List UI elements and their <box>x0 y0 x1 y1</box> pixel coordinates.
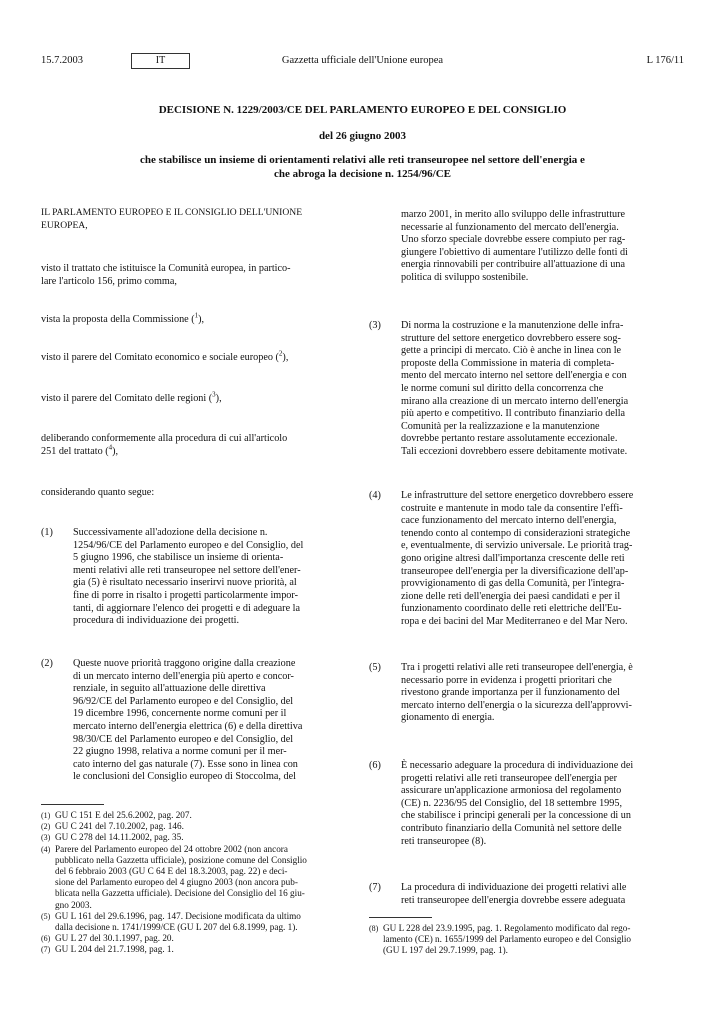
citation-tail: ), <box>198 314 205 325</box>
text-line: reti transeuropee (8). <box>401 835 487 847</box>
text-line: Queste nuove priorità traggono origine dalla creazione <box>73 658 296 669</box>
decision-subject <box>41 153 684 181</box>
text-line: gia (5) è risultato necessario inserirvi nuove priorità, al <box>73 577 297 589</box>
citation-treaty <box>41 263 338 288</box>
citation-line: lare l'articolo 156, primo comma, <box>41 275 177 287</box>
text-line: progetti relativi alle reti transeuropee dell'energia per <box>401 772 618 784</box>
text-line: menti relativi alle reti transeuropee nel settore dell'ener- <box>73 564 301 576</box>
footnote-line: gno 2003. <box>55 899 92 910</box>
text-line: contributo finanziario della Comunità nel settore delle <box>401 822 622 834</box>
footnote <box>41 844 338 911</box>
text-line: Successivamente all'adozione della decisione n. <box>73 527 268 538</box>
text-line: gono origine altresì dall'importanza crescente delle reti <box>401 552 625 564</box>
footnote-line: pubblicato nella Gazzetta ufficiale), posizione comune del Consiglio <box>55 854 307 865</box>
text-line: 1254/96/CE del Parlamento europeo e del Consiglio, del <box>73 539 304 551</box>
footnote <box>41 821 338 832</box>
text-line: marzo 2001, in merito allo sviluppo delle infrastrutture <box>401 209 626 220</box>
footnote-ref: 1 <box>194 311 199 320</box>
text-line: dovrebbe pertanto restare assolutamente eccezionale. <box>401 433 618 445</box>
citation-text: visto il parere del Comitato delle regioni ( <box>41 393 213 404</box>
text-line: fine di porre in risalto i progetti particolarmente impor- <box>73 589 298 601</box>
recital-text <box>401 320 666 459</box>
text-line: costruite e mantenute in modo tale da consentire l'effi- <box>401 502 623 514</box>
text-line: gette a principi di mercato. Ciò è anche in linea con le <box>401 345 622 357</box>
footnote-line: sione del Parlamento europeo del 4 giugno 2003 (non ancora pub- <box>55 877 298 888</box>
text-line: cato interno del gas naturale (7). Esse sono in linea con <box>73 758 298 770</box>
text-line: tenendo conto al contempo di considerazioni strategiche <box>401 527 631 539</box>
footnote-line: (GU L 197 del 29.7.1999, pag. 1). <box>383 945 508 956</box>
footnote-marker: (6) <box>41 934 51 944</box>
text-line: che stabilisce i principi generali per la concessione di un <box>401 810 631 822</box>
recital-text <box>401 662 666 725</box>
text-line: necessario porre in evidenza i progetti prioritari che <box>401 674 612 686</box>
text-line: renziale, in seguito all'attuazione delle direttiva <box>73 683 266 695</box>
text-line: cace funzionamento del mercato interno dell'energia, <box>401 515 617 527</box>
footnote-line: lamento (CE) n. 1655/1999 del Parlamento europeo e del Consiglio <box>383 934 632 945</box>
text-line: Uno sforzo speciale dovrebbe essere compiuto per rag- <box>401 234 626 246</box>
footnote-line: Parere del Parlamento europeo del 24 ottobre 2002 (non ancora <box>55 843 288 854</box>
preamble-intro-line: IL PARLAMENTO EUROPEO E IL CONSIGLIO DELL'UNIONE <box>41 207 303 218</box>
footnote-line: GU L 204 del 21.7.1998, pag. 1. <box>55 944 174 955</box>
text-line: necessarie al funzionamento del mercato dell'energia. <box>401 221 619 233</box>
text-line: gionamento di energia. <box>401 712 495 724</box>
footnotes-right <box>369 923 666 957</box>
decision-title: DECISIONE N. 1229/2003/CE DEL PARLAMENTO EUROPEO E DEL CONSIGLIO <box>158 104 567 116</box>
footnote-line: GU L 27 del 30.1.1997, pag. 20. <box>55 933 174 944</box>
text-line: 98/30/CE del Parlamento europeo e del Consiglio, del <box>73 733 294 745</box>
text-line: provvigionamento di gas della Comunità, per l'integra- <box>401 578 625 590</box>
text-line: funzionamento coordinato delle reti elettriche dell'Eu- <box>401 603 622 615</box>
text-line: 96/92/CE del Parlamento europeo e del Consiglio, del <box>73 695 294 707</box>
footnote-ref: 2 <box>278 349 283 358</box>
text-line: transeuropee dell'energia per la diversificazione dell'ap- <box>401 565 629 577</box>
text-line: ropa e dei bacini del Mar Mediterraneo e del Mar Nero. <box>401 615 628 627</box>
footnote-marker: (4) <box>41 844 51 854</box>
recital-number: (2) <box>41 658 53 669</box>
footnote-line: GU C 241 del 7.10.2002, pag. 146. <box>55 821 184 832</box>
footnote-separator <box>41 804 104 805</box>
recital-2-continued <box>401 209 666 285</box>
recital-text <box>73 658 338 784</box>
footnote <box>41 944 338 955</box>
language-code-box: IT <box>131 53 190 69</box>
footnote-line: GU C 151 E del 25.6.2002, pag. 207. <box>55 810 192 820</box>
citation-ces <box>41 349 289 365</box>
text-line: Le infrastrutture del settore energetico dovrebbero essere <box>401 490 634 501</box>
text-line: È necessario adeguare la procedura di individuazione dei <box>401 760 634 771</box>
citation-line: deliberando conformemente alla procedura di cui all'articolo <box>41 433 288 444</box>
footnote-ref: 3 <box>212 390 216 399</box>
footnote <box>41 832 338 843</box>
decision-subject-line: che stabilisce un insieme di orientamenti relativi alle reti transeuropee nel settore dell'energia e <box>140 154 585 166</box>
footnote-marker: (7) <box>41 945 51 955</box>
text-line: le norme comuni sul diritto della concorrenza che <box>401 382 604 394</box>
footnote-marker: (3) <box>41 833 51 843</box>
footnote-marker: (2) <box>41 822 51 832</box>
text-line: 19 dicembre 1996, concernente norme comuni per il <box>73 708 287 720</box>
footnote <box>41 810 338 821</box>
citation-proposal <box>41 311 205 327</box>
text-line: mercato interno dell'energia o la sicurezza dell'approvvi- <box>401 699 632 711</box>
text-line: di un mercato interno dell'energia più aperto e concor- <box>73 670 294 682</box>
text-line: e, eventualmente, di servizio universale. Le priorità trag- <box>401 540 633 552</box>
recital-text <box>401 760 666 848</box>
decision-subject-line: che abroga la decisione n. 1254/96/CE <box>273 168 452 180</box>
text-line: mercato interno dell'energia elettrica (6) e della direttiva <box>73 720 303 732</box>
citation-text: 251 del trattato ( <box>41 445 109 457</box>
recital-number: (7) <box>369 882 381 893</box>
footnote-line: blicata nella Gazzetta ufficiale). Decisione del Consiglio del 16 giu- <box>55 888 305 899</box>
page-reference: L 176/11 <box>646 55 684 66</box>
recital-text <box>401 882 666 907</box>
footnotes-left <box>41 810 338 956</box>
recital-number: (5) <box>369 662 381 673</box>
text-line: giungere l'obiettivo di aumentare l'utilizzo delle fonti di <box>401 246 628 258</box>
text-line: Comunità per la realizzazione e la manutenzione <box>401 420 600 432</box>
citation-text: vista la proposta della Commissione ( <box>41 314 195 325</box>
footnote-marker: (1) <box>41 811 51 820</box>
footnote <box>41 911 338 933</box>
text-line: mirano alla creazione di un mercato interno dell'energia <box>401 395 629 407</box>
recital-number: (4) <box>369 490 381 501</box>
footnote-line: dalla decisione n. 1741/1999/CE (GU L 207 del 6.8.1999, pag. 1). <box>55 922 298 933</box>
recital-text <box>401 490 666 629</box>
text-line: le conclusioni del Consiglio europeo di Stoccolma, del <box>73 771 296 783</box>
text-line: più aperto e competitivo. Il contributo finanziario della <box>401 408 626 420</box>
footnote-ref: 4 <box>108 443 113 452</box>
text-line: procedura di individuazione dei progetti. <box>73 615 240 627</box>
preamble-intro-line: EUROPEA, <box>41 219 88 231</box>
recital-number: (6) <box>369 760 381 771</box>
citation-cdr <box>41 390 222 406</box>
footnote <box>369 923 666 957</box>
text-line: zione delle reti dell'energia dei paesi candidati e per il <box>401 590 621 602</box>
citation-line: visto il trattato che istituisce la Comunità europea, in partico- <box>41 263 291 274</box>
recital-number: (3) <box>369 320 381 331</box>
text-line: energia rinnovabili per contribuire all'attuazione di una <box>401 259 625 271</box>
decision-date: del 26 giugno 2003 <box>318 130 407 142</box>
footnote-line: GU C 278 del 14.11.2002, pag. 35. <box>55 832 184 843</box>
footnote-line: GU L 161 del 29.6.1996, pag. 147. Decisione modificata da ultimo <box>55 910 301 921</box>
citation-text: visto il parere del Comitato economico e sociale europeo ( <box>41 352 279 363</box>
journal-title: Gazzetta ufficiale dell'Unione europea <box>281 55 444 66</box>
text-line: 5 giugno 1996, che stabilisce un insieme di orienta- <box>73 552 284 564</box>
preamble-intro <box>41 207 302 232</box>
footnote-line: GU L 228 del 23.9.1995, pag. 1. Regolamento modificato dal rego- <box>383 923 631 933</box>
citation-tail: ), <box>282 352 289 363</box>
considering-heading: considerando quanto segue: <box>41 487 155 498</box>
citation-tail: ), <box>215 393 222 404</box>
citation-procedure <box>41 433 338 458</box>
footnote-marker: (5) <box>41 911 51 921</box>
page-header <box>41 55 684 71</box>
text-line: La procedura di individuazione dei progetti relativi alle <box>401 882 627 893</box>
text-line: mento del mercato interno nel settore dell'energia e con <box>401 370 627 382</box>
footnote-marker: (8) <box>369 924 379 933</box>
text-line: strutture del settore energetico dovrebbero essere sog- <box>401 332 621 344</box>
text-line: reti transeuropee dell'energia dovrebbe essere adeguata <box>401 894 626 906</box>
citation-tail: ), <box>112 445 119 457</box>
recital-text <box>73 527 338 628</box>
text-line: 22 giugno 1998, relativa a norme comuni per il mer- <box>73 746 287 758</box>
footnote-separator <box>369 917 432 918</box>
text-line: politica di sviluppo sostenibile. <box>401 271 529 283</box>
recital-number: (1) <box>41 527 53 538</box>
text-line: (CE) n. 2236/95 del Consiglio, del 18 settembre 1995, <box>401 797 622 809</box>
text-line: Tra i progetti relativi alle reti transeuropee dell'energia, è <box>401 662 633 673</box>
footnote-line: del 6 febbraio 2003 (GU C 64 E del 18.3.2003, pag. 22) e deci- <box>55 866 288 877</box>
text-line: Tali eccezioni dovrebbero essere debitamente motivate. <box>401 445 628 457</box>
text-line: rivestono grande importanza per il funzionamento del <box>401 687 620 699</box>
text-line: proposte della Commissione in materia di completa- <box>401 357 615 369</box>
text-line: Di norma la costruzione e la manutenzione delle infra- <box>401 320 624 331</box>
footnote <box>41 933 338 944</box>
header-date: 15.7.2003 <box>41 55 83 66</box>
text-line: tanti, di aggiornare l'elenco dei progetti e di adeguare la <box>73 602 300 614</box>
text-line: assicurare un'applicazione armoniosa del regolamento <box>401 785 622 797</box>
